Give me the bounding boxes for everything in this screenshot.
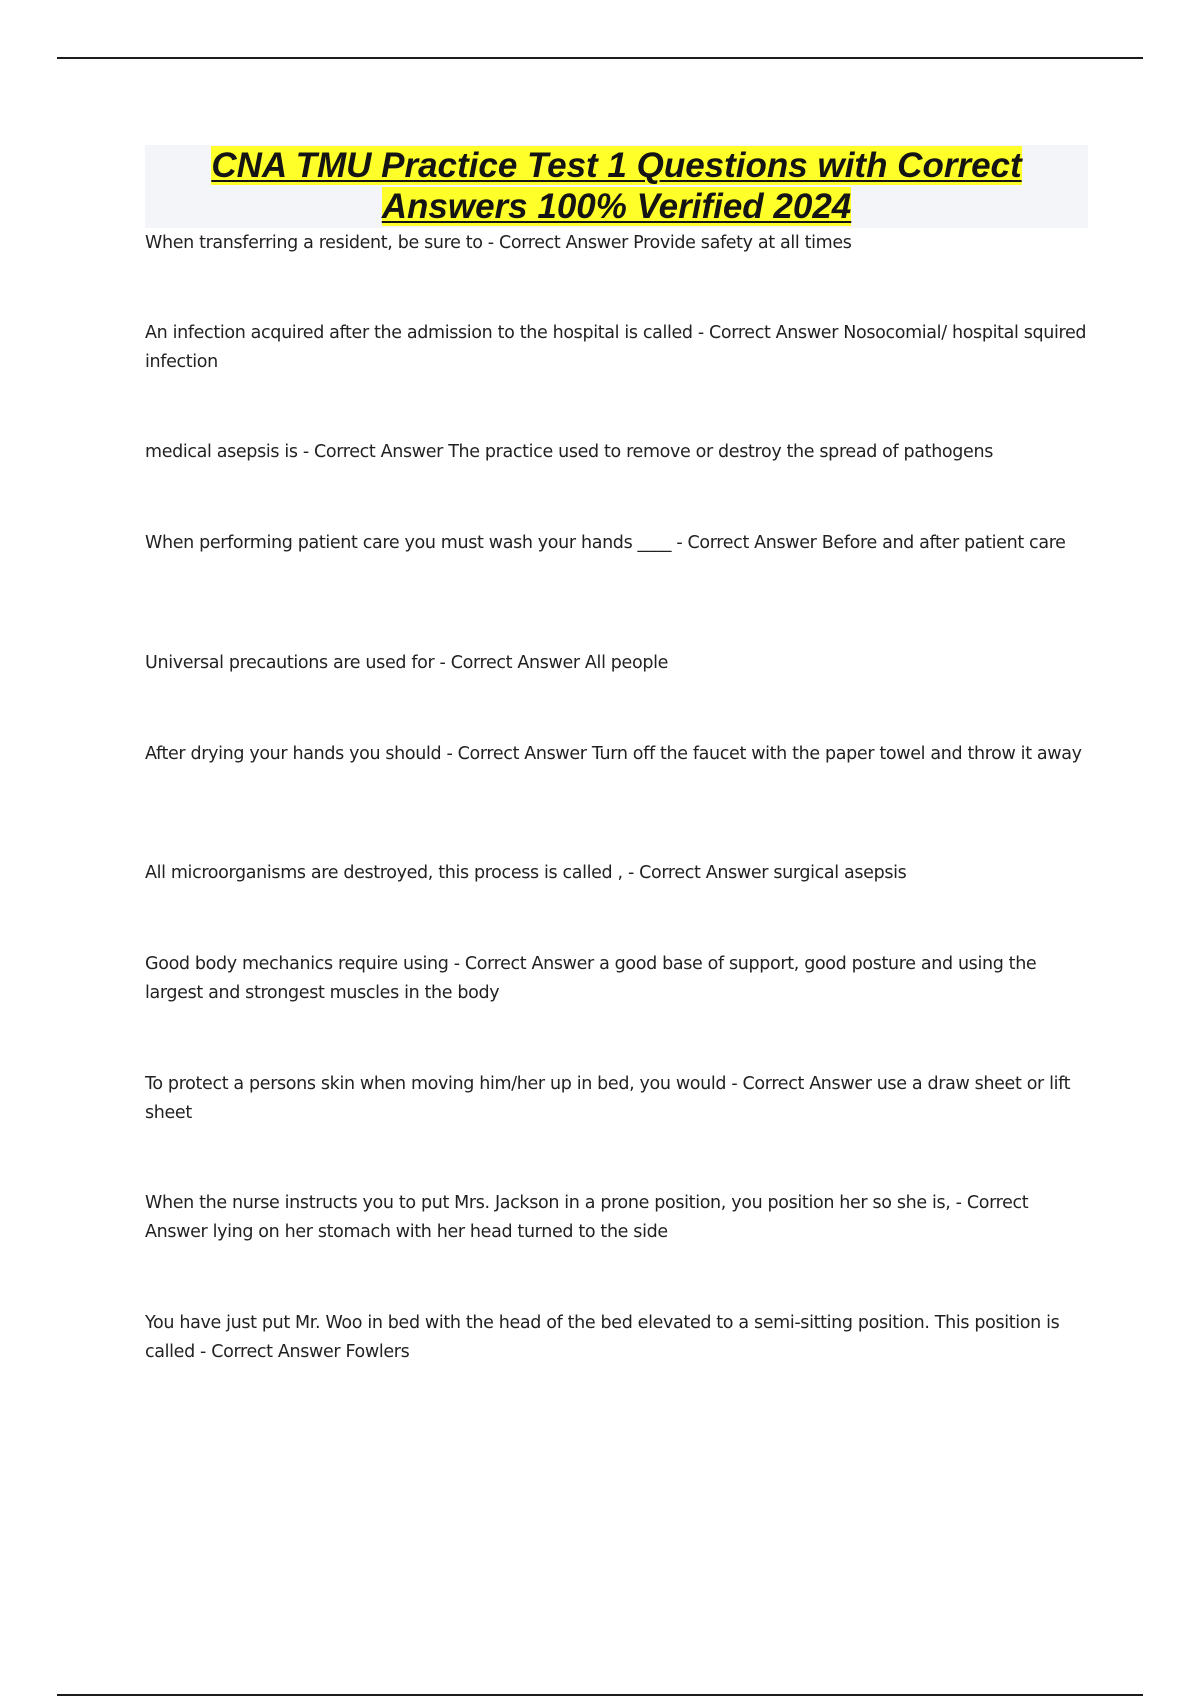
qa-item: After drying your hands you should - Correct Answer Turn off the faucet with the paper towel and throw it away — [145, 744, 1082, 764]
qa-item: When the nurse instructs you to put Mrs. Jackson in a prone position, you position her so she is, - Correct Answer lying on her stomach with her head turned to the side — [145, 1193, 1029, 1242]
header-rule — [57, 57, 1143, 59]
qa-item: medical asepsis is - Correct Answer The practice used to remove or destroy the spread of pathogens — [145, 442, 993, 462]
qa-item: Universal precautions are used for - Correct Answer All people — [145, 653, 669, 673]
qa-item: When transferring a resident, be sure to - Correct Answer Provide safety at all times — [145, 233, 852, 253]
qa-item: All microorganisms are destroyed, this process is called , - Correct Answer surgical asepsis — [145, 863, 907, 883]
qa-item: You have just put Mr. Woo in bed with the head of the bed elevated to a semi-sitting position. This position is called - Correct Answer Fowlers — [145, 1313, 1060, 1362]
qa-item: An infection acquired after the admission to the hospital is called - Correct Answer Nosocomial/ hospital squired infection — [145, 323, 1087, 372]
document-title-block — [145, 145, 1088, 228]
document-title: CNA TMU Practice Test 1 Questions with Correct Answers 100% Verified 2024 — [211, 146, 1022, 226]
qa-item: Good body mechanics require using - Correct Answer a good base of support, good posture and using the largest and strongest muscles in the body — [145, 954, 1037, 1003]
qa-item: To protect a persons skin when moving him/her up in bed, you would - Correct Answer use a draw sheet or lift sheet — [145, 1074, 1071, 1123]
footer-rule — [57, 1694, 1143, 1696]
qa-item: When performing patient care you must wash your hands ____ - Correct Answer Before and after patient care — [145, 533, 1066, 553]
